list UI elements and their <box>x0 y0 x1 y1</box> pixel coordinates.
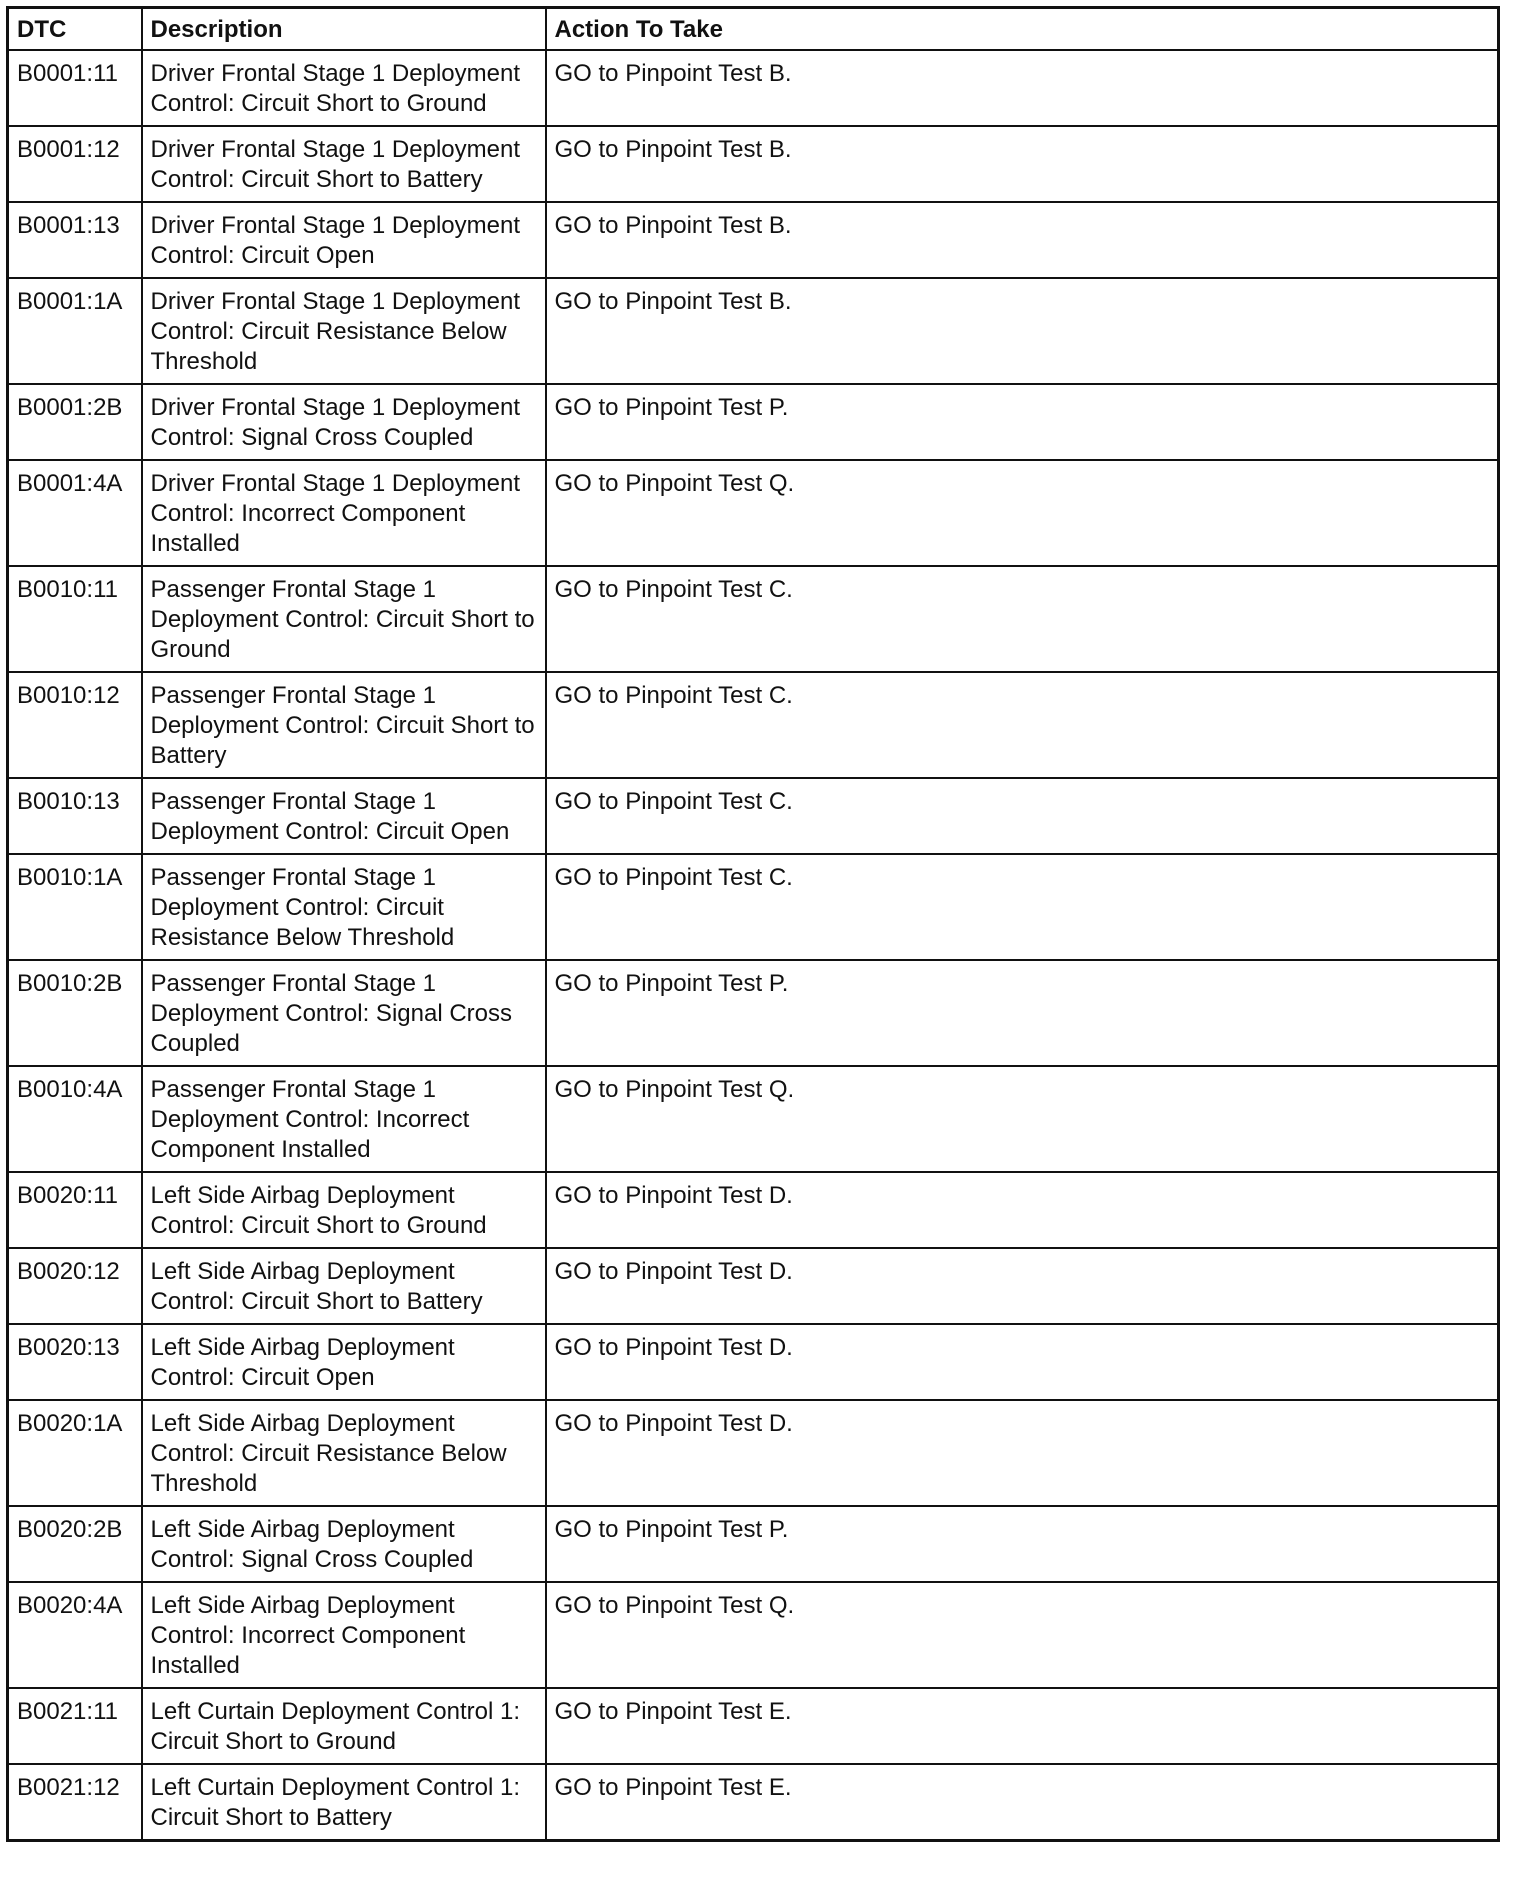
dtc-cell: B0001:1A <box>8 278 142 384</box>
action-cell: GO to Pinpoint Test D. <box>546 1248 1499 1324</box>
action-cell: GO to Pinpoint Test B. <box>546 126 1499 202</box>
dtc-cell: B0021:12 <box>8 1764 142 1841</box>
table-row <box>8 1764 1499 1841</box>
table-row <box>8 460 1499 566</box>
header-row <box>8 8 1499 51</box>
description-cell: Left Side Airbag Deployment Control: Circuit Resistance Below Threshold <box>142 1400 546 1506</box>
action-cell: GO to Pinpoint Test D. <box>546 1324 1499 1400</box>
dtc-cell: B0010:1A <box>8 854 142 960</box>
action-cell: GO to Pinpoint Test B. <box>546 50 1499 126</box>
table-row <box>8 278 1499 384</box>
action-cell: GO to Pinpoint Test C. <box>546 566 1499 672</box>
dtc-cell: B0001:2B <box>8 384 142 460</box>
dtc-cell: B0010:4A <box>8 1066 142 1172</box>
table-row <box>8 1172 1499 1248</box>
description-cell: Passenger Frontal Stage 1 Deployment Control: Signal Cross Coupled <box>142 960 546 1066</box>
description-cell: Left Curtain Deployment Control 1: Circuit Short to Ground <box>142 1688 546 1764</box>
header-dtc: DTC <box>8 8 142 51</box>
action-cell: GO to Pinpoint Test D. <box>546 1400 1499 1506</box>
table-row <box>8 1688 1499 1764</box>
table-row <box>8 1248 1499 1324</box>
table-row <box>8 384 1499 460</box>
dtc-cell: B0021:11 <box>8 1688 142 1764</box>
dtc-cell: B0001:4A <box>8 460 142 566</box>
dtc-cell: B0020:11 <box>8 1172 142 1248</box>
description-cell: Passenger Frontal Stage 1 Deployment Control: Circuit Short to Battery <box>142 672 546 778</box>
action-cell: GO to Pinpoint Test E. <box>546 1688 1499 1764</box>
dtc-cell: B0020:1A <box>8 1400 142 1506</box>
description-cell: Left Side Airbag Deployment Control: Circuit Open <box>142 1324 546 1400</box>
dtc-table <box>6 6 1500 1842</box>
description-cell: Driver Frontal Stage 1 Deployment Control: Signal Cross Coupled <box>142 384 546 460</box>
description-cell: Left Side Airbag Deployment Control: Circuit Short to Ground <box>142 1172 546 1248</box>
description-cell: Passenger Frontal Stage 1 Deployment Control: Circuit Open <box>142 778 546 854</box>
dtc-cell: B0001:11 <box>8 50 142 126</box>
action-cell: GO to Pinpoint Test Q. <box>546 1066 1499 1172</box>
table-body <box>8 50 1499 1841</box>
description-cell: Left Side Airbag Deployment Control: Incorrect Component Installed <box>142 1582 546 1688</box>
description-cell: Driver Frontal Stage 1 Deployment Control: Circuit Short to Battery <box>142 126 546 202</box>
dtc-cell: B0020:12 <box>8 1248 142 1324</box>
action-cell: GO to Pinpoint Test C. <box>546 854 1499 960</box>
table-row <box>8 854 1499 960</box>
action-cell: GO to Pinpoint Test B. <box>546 278 1499 384</box>
dtc-cell: B0020:2B <box>8 1506 142 1582</box>
dtc-cell: B0020:13 <box>8 1324 142 1400</box>
description-cell: Left Curtain Deployment Control 1: Circuit Short to Battery <box>142 1764 546 1841</box>
action-cell: GO to Pinpoint Test B. <box>546 202 1499 278</box>
table-row <box>8 960 1499 1066</box>
dtc-cell: B0010:2B <box>8 960 142 1066</box>
table-row <box>8 1400 1499 1506</box>
dtc-cell: B0001:12 <box>8 126 142 202</box>
description-cell: Passenger Frontal Stage 1 Deployment Control: Circuit Resistance Below Threshold <box>142 854 546 960</box>
dtc-cell: B0010:12 <box>8 672 142 778</box>
action-cell: GO to Pinpoint Test D. <box>546 1172 1499 1248</box>
action-cell: GO to Pinpoint Test Q. <box>546 1582 1499 1688</box>
action-cell: GO to Pinpoint Test P. <box>546 960 1499 1066</box>
description-cell: Driver Frontal Stage 1 Deployment Control: Circuit Short to Ground <box>142 50 546 126</box>
action-cell: GO to Pinpoint Test E. <box>546 1764 1499 1841</box>
table-row <box>8 1066 1499 1172</box>
table-row <box>8 202 1499 278</box>
action-cell: GO to Pinpoint Test C. <box>546 778 1499 854</box>
table-row <box>8 1582 1499 1688</box>
description-cell: Left Side Airbag Deployment Control: Signal Cross Coupled <box>142 1506 546 1582</box>
table-header <box>8 8 1499 51</box>
action-cell: GO to Pinpoint Test C. <box>546 672 1499 778</box>
description-cell: Left Side Airbag Deployment Control: Circuit Short to Battery <box>142 1248 546 1324</box>
table-row <box>8 566 1499 672</box>
header-description: Description <box>142 8 546 51</box>
table-row <box>8 1506 1499 1582</box>
table-row <box>8 126 1499 202</box>
description-cell: Passenger Frontal Stage 1 Deployment Control: Circuit Short to Ground <box>142 566 546 672</box>
dtc-cell: B0010:13 <box>8 778 142 854</box>
table-row <box>8 50 1499 126</box>
description-cell: Driver Frontal Stage 1 Deployment Control: Incorrect Component Installed <box>142 460 546 566</box>
dtc-cell: B0001:13 <box>8 202 142 278</box>
description-cell: Driver Frontal Stage 1 Deployment Control: Circuit Open <box>142 202 546 278</box>
dtc-cell: B0010:11 <box>8 566 142 672</box>
action-cell: GO to Pinpoint Test Q. <box>546 460 1499 566</box>
description-cell: Driver Frontal Stage 1 Deployment Control: Circuit Resistance Below Threshold <box>142 278 546 384</box>
description-cell: Passenger Frontal Stage 1 Deployment Control: Incorrect Component Installed <box>142 1066 546 1172</box>
table-row <box>8 1324 1499 1400</box>
action-cell: GO to Pinpoint Test P. <box>546 1506 1499 1582</box>
table-row <box>8 778 1499 854</box>
table-row <box>8 672 1499 778</box>
dtc-cell: B0020:4A <box>8 1582 142 1688</box>
header-action: Action To Take <box>546 8 1499 51</box>
action-cell: GO to Pinpoint Test P. <box>546 384 1499 460</box>
